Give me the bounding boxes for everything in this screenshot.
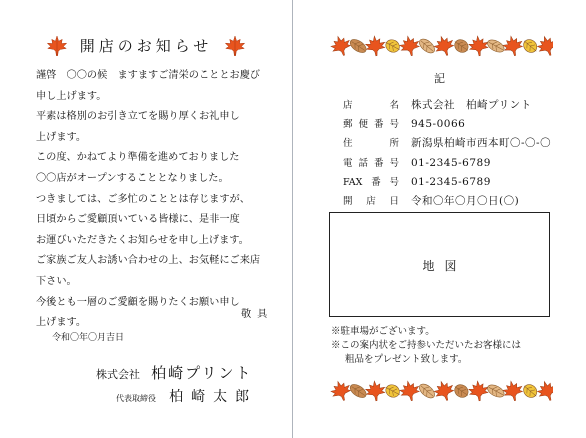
note-parking: ※駐車場がございます。	[331, 326, 435, 337]
autumn-leaf-icon	[417, 36, 437, 55]
autumn-leaf-icon	[520, 36, 540, 55]
letter-body	[36, 66, 280, 334]
autumn-leaf-icon	[520, 381, 540, 400]
maple-leaf-icon	[398, 35, 421, 57]
company-signature	[96, 362, 253, 383]
notes	[331, 325, 521, 367]
autumn-leaf-icon	[486, 37, 507, 54]
info-value: 令和〇年〇月〇日(〇)	[411, 194, 520, 207]
maple-leaf-icon	[329, 380, 353, 402]
store-info	[343, 96, 551, 211]
body-line: つきましては、ご多忙のこととは存じますが、	[36, 193, 250, 205]
body-line: 下さい。	[36, 275, 77, 287]
company-prefix: 株式会社	[96, 368, 140, 381]
body-line: 謹啓 〇〇の候 ますますご清栄のこととお慶び	[36, 70, 261, 81]
map-placeholder	[329, 212, 550, 317]
company-name: 柏崎プリント	[151, 364, 253, 382]
right-page	[293, 0, 586, 438]
representative	[116, 386, 257, 406]
body-line: ご家族ご友人お誘い合わせの上、お気軽にご来店	[36, 255, 261, 267]
info-row-store-name	[343, 96, 551, 115]
maple-leaf-icon	[502, 35, 525, 57]
info-row-fax	[343, 173, 551, 192]
info-label: 電話番号	[343, 157, 399, 169]
note-gift-continued: 粗品をプレゼント致します。	[345, 354, 468, 365]
info-value: 株式会社 柏崎プリント	[411, 99, 532, 111]
maple-leaf-icon	[365, 35, 386, 57]
autumn-leaf-icon	[451, 382, 471, 401]
body-line: 上げます。	[36, 131, 87, 143]
body-line: 日頃からご愛顧頂いている皆様に、是非一度	[36, 214, 240, 226]
maple-leaf-icon	[329, 35, 353, 57]
left-page	[0, 0, 292, 438]
map-label: 地図	[422, 259, 467, 273]
maple-leaf-icon	[432, 35, 456, 57]
autumn-leaf-icon	[348, 37, 369, 55]
info-value: 01-2345-6789	[411, 175, 491, 188]
maple-leaf-icon	[502, 380, 525, 402]
info-label: 開店日	[343, 195, 399, 207]
autumn-leaves-garland	[329, 35, 553, 57]
maple-leaf-icon	[47, 36, 67, 56]
maple-leaf-icon	[432, 380, 456, 402]
body-line: 今後とも一層のご愛顧を賜りたくお願い申し	[36, 296, 240, 308]
autumn-leaves-garland	[329, 380, 553, 402]
page-title: 開店のお知らせ	[79, 37, 213, 55]
info-value: 945-0066	[411, 118, 466, 131]
maple-leaf-icon	[365, 380, 386, 402]
body-line: 平素は格別のお引き立てを賜り厚くお礼申し	[36, 111, 240, 123]
maple-leaf-icon	[535, 380, 553, 402]
info-label: 店名	[343, 100, 399, 111]
info-value: 新潟県柏崎市西本町〇-〇-〇	[411, 137, 552, 150]
note-gift: ※この案内状をご持参いただいたお客様には	[331, 340, 522, 351]
info-label: 住所	[343, 138, 399, 150]
autumn-leaf-icon	[417, 381, 437, 400]
closing-word: 敬具	[241, 309, 274, 320]
autumn-leaf-icon	[348, 382, 369, 400]
record-heading: 記	[434, 72, 445, 85]
body-line: この度、かねてより準備を進めておりました	[36, 152, 240, 164]
info-row-phone	[343, 154, 551, 173]
rep-title: 代表取締役	[116, 394, 156, 403]
info-value: 01-2345-6789	[411, 156, 491, 169]
autumn-leaf-icon	[383, 382, 403, 400]
autumn-leaf-icon	[383, 37, 403, 55]
autumn-leaf-icon	[486, 382, 507, 399]
info-label: 郵便番号	[343, 119, 399, 131]
title-row	[0, 35, 292, 57]
maple-leaf-icon	[225, 36, 245, 56]
body-line: お運びいただきたくお知らせを申し上げます。	[36, 234, 249, 246]
letter-date: 令和〇年〇月吉日	[52, 333, 125, 343]
maple-leaf-icon	[535, 35, 553, 57]
rep-name: 柏崎太郎	[169, 389, 258, 405]
info-label: FAX番号	[343, 176, 399, 188]
body-line: 〇〇店がオープンすることとなりました。	[36, 172, 229, 184]
maple-leaf-icon	[398, 380, 421, 402]
maple-leaf-icon	[468, 380, 489, 402]
maple-leaf-icon	[468, 35, 489, 57]
info-row-opening-date	[343, 192, 551, 211]
autumn-leaf-icon	[451, 37, 471, 56]
info-row-postal-code	[343, 115, 551, 134]
body-line: 申し上げます。	[36, 90, 107, 102]
info-row-address	[343, 134, 551, 153]
body-line: 上げます。	[36, 317, 87, 329]
